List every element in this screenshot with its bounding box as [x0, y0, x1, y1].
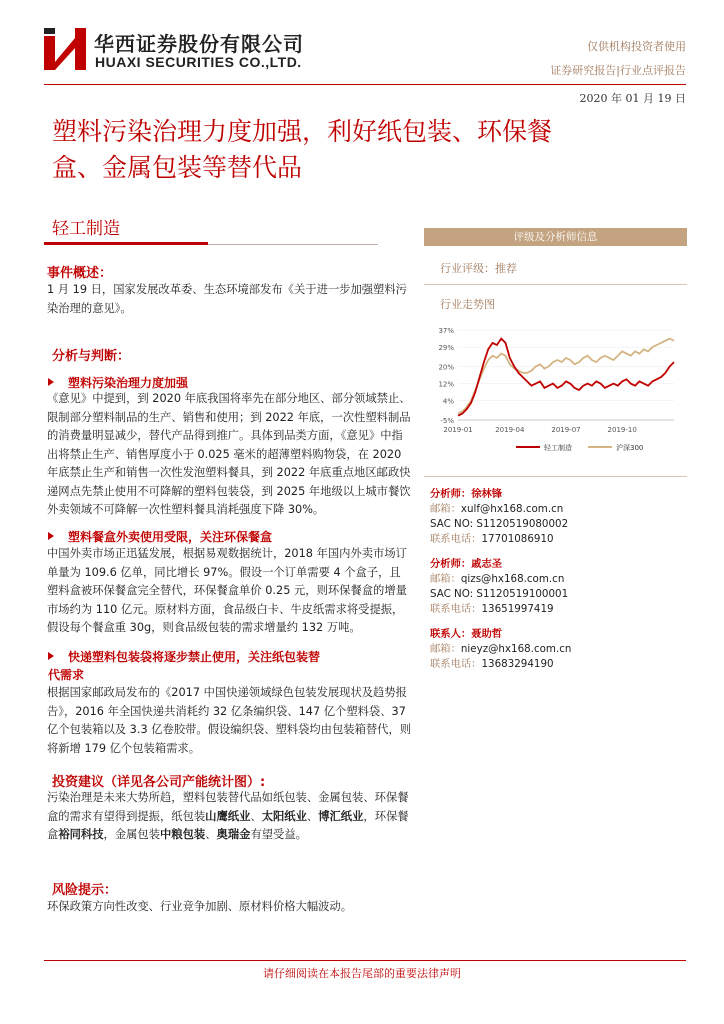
point-3-text: 根据国家邮政局发布的《2017 中国快递领域绿色包装发展现状及趋势报告》，2016 年全国快递共消耗约 32 亿条编织袋、147 亿个塑料袋、37 亿个包装箱以及 3.3 亿卷胶带。假设编织袋、塑料袋均由包装箱替代，则将新增 179 亿个包装箱需求。 — [47, 686, 412, 755]
company-bohui: 博汇纸业 — [318, 809, 364, 823]
legend-label: 沪深300 — [616, 444, 644, 452]
report-date: 2020 年 01 月 19 日 — [579, 92, 686, 105]
industry-trend-chart — [424, 318, 687, 460]
report-title — [52, 114, 692, 186]
contact-email[interactable]: nieyz@hx168.com.cn — [460, 643, 572, 655]
industry-name: 轻工制造 — [52, 219, 120, 239]
analyst-1-email[interactable]: xulf@hx168.com.cn — [460, 503, 564, 515]
series-line-1 — [458, 339, 674, 416]
x-tick-label: 2019-10 — [607, 426, 637, 434]
sidebar-header: 评级及分析师信息 — [424, 228, 687, 246]
contact-person: 联系人：聂助哲 邮箱：nieyz@hx168.com.cn 联系电话：13683294190 — [430, 628, 572, 670]
contact-phone: 13683294190 — [481, 658, 554, 670]
event-heading: 事件概述： — [47, 266, 113, 281]
investment-text: 污染治理是未来大势所趋，塑料包装替代品如纸包装、金属包装、环保餐盒的需求有望得到提振，纸包装山鹰纸业、太阳纸业、博汇纸业，环保餐盒裕同科技，金属包装中粮包装、奥瑞金有望受益。 — [47, 791, 409, 841]
bullet-triangle-icon — [48, 378, 54, 386]
sidebar-divider — [424, 476, 687, 477]
y-tick-label: -5% — [440, 417, 454, 425]
legal-notice: 请仔细阅读在本报告尾部的重要法律声明 — [263, 967, 461, 980]
analyst-2-name: 戚志圣 — [471, 558, 503, 570]
point-1-text: 《意见》中提到，到 2020 年底我国将率先在部分地区、部分领域禁止、限制部分塑料制品的生产、销售和使用；到 2022 年底，一次性塑料制品的消费量明显减少，替代产品得到推广。具体到品类方面，《意见》中指出将禁止生产、销售厚度小于 0.025 毫米的超薄塑料购物袋，在 2020 年底禁止生产和销售一次性发泡塑料餐具，到 2022 年底重点地区邮政快递网点先禁止使用不可降解的塑料包装袋，到 2025 年地级以上城市餐饮外卖领域不可降解一次性塑料餐具消耗强度下降 30%。 — [47, 392, 411, 516]
sidebar-divider — [424, 284, 687, 285]
company-taiyang: 太阳纸业 — [261, 809, 307, 823]
point-3-title: 快递塑料包装袋将逐步禁止使用，关注纸包装替 代需求 — [48, 650, 321, 682]
company-aoruijin: 奥瑞金 — [216, 828, 251, 841]
bullet-triangle-icon — [48, 652, 54, 660]
y-tick-label: 20% — [438, 363, 454, 372]
y-tick-label: 37% — [438, 327, 454, 335]
contact-name: 聂助哲 — [471, 628, 503, 640]
analyst-1: 分析师：徐林锋 邮箱：xulf@hx168.com.cn SAC NO: S1120519080002 联系电话：17701086910 — [430, 488, 569, 545]
y-tick-label: 29% — [438, 344, 454, 353]
company-zhongliang: 中粮包装 — [160, 828, 206, 841]
footer-divider — [44, 960, 686, 961]
industry-rule — [208, 244, 378, 245]
rating-row: 行业评级：推荐 — [440, 262, 517, 275]
y-tick-label: 12% — [438, 380, 454, 389]
point-2-text: 中国外卖市场正迅猛发展，根据易观数据统计，2018 年国内外卖市场订单量为 109.6 亿单，同比增长 97%。假设一个订单需要 4 个盒子，且塑料盒被环保餐盒完全替代，环保餐盒单价 0.25 元，则环保餐盒的增量市场约为 110 亿元。原材料方面，食品级白卡、牛皮纸需求将受提振，假设每个餐盒重 30g，则食品级包装的需求增量约 132 万吨。 — [47, 547, 407, 634]
analyst-2-email[interactable]: qizs@hx168.com.cn — [460, 573, 565, 585]
company-logo-icon — [44, 28, 86, 70]
rating-value: 推荐 — [495, 262, 517, 275]
analyst-2-phone: 13651997419 — [481, 603, 554, 615]
point-2-title: 塑料餐盒外卖使用受限，关注环保餐盒 — [48, 528, 412, 546]
industry-underline — [44, 242, 208, 245]
title-line-2: 盒、金属包装等替代品 — [52, 153, 303, 182]
analyst-2-sac: SAC NO: S1120519100001 — [430, 588, 569, 600]
risk-text: 环保政策方向性改变、行业竞争加剧、原材料价格大幅波动。 — [47, 900, 353, 913]
investment-heading: 投资建议（详见各公司产能统计图）: — [52, 775, 266, 790]
trend-title: 行业走势图 — [440, 298, 495, 311]
x-tick-label: 2019-04 — [495, 426, 525, 434]
title-line-1: 塑料污染治理力度加强，利好纸包装、环保餐 — [52, 117, 553, 146]
x-tick-label: 2019-01 — [443, 426, 473, 434]
company-name-cn: 华西证券股份有限公司 — [94, 32, 304, 56]
event-text: 1 月 19 日，国家发展改革委、生态环境部发布《关于进一步加强塑料污染治理的意见》。 — [47, 283, 407, 315]
company-shanying: 山鹰纸业 — [205, 809, 251, 823]
company-yutong: 裕同科技 — [58, 828, 104, 841]
point-1-title: 塑料污染治理力度加强 — [48, 374, 412, 392]
company-name-en: HUAXI SECURITIES CO.,LTD. — [95, 54, 302, 70]
analyst-1-name: 徐林锋 — [471, 488, 503, 500]
x-tick-label: 2019-07 — [551, 426, 581, 434]
analyst-1-phone: 17701086910 — [481, 533, 554, 545]
analyst-1-sac: SAC NO: S1120519080002 — [430, 518, 569, 530]
report-type: 证券研究报告|行业点评报告 — [550, 64, 686, 77]
bullet-triangle-icon — [48, 532, 54, 540]
analysis-heading: 分析与判断： — [52, 349, 131, 364]
legend-label: 轻工制造 — [544, 444, 572, 452]
header-divider — [44, 84, 686, 85]
series-line-2 — [458, 339, 674, 414]
audience-note: 仅供机构投资者使用 — [587, 40, 686, 53]
risk-heading: 风险提示： — [52, 883, 118, 898]
analyst-2: 分析师：戚志圣 邮箱：qizs@hx168.com.cn SAC NO: S1120519100001 联系电话：13651997419 — [430, 558, 569, 615]
y-tick-label: 4% — [442, 397, 454, 406]
